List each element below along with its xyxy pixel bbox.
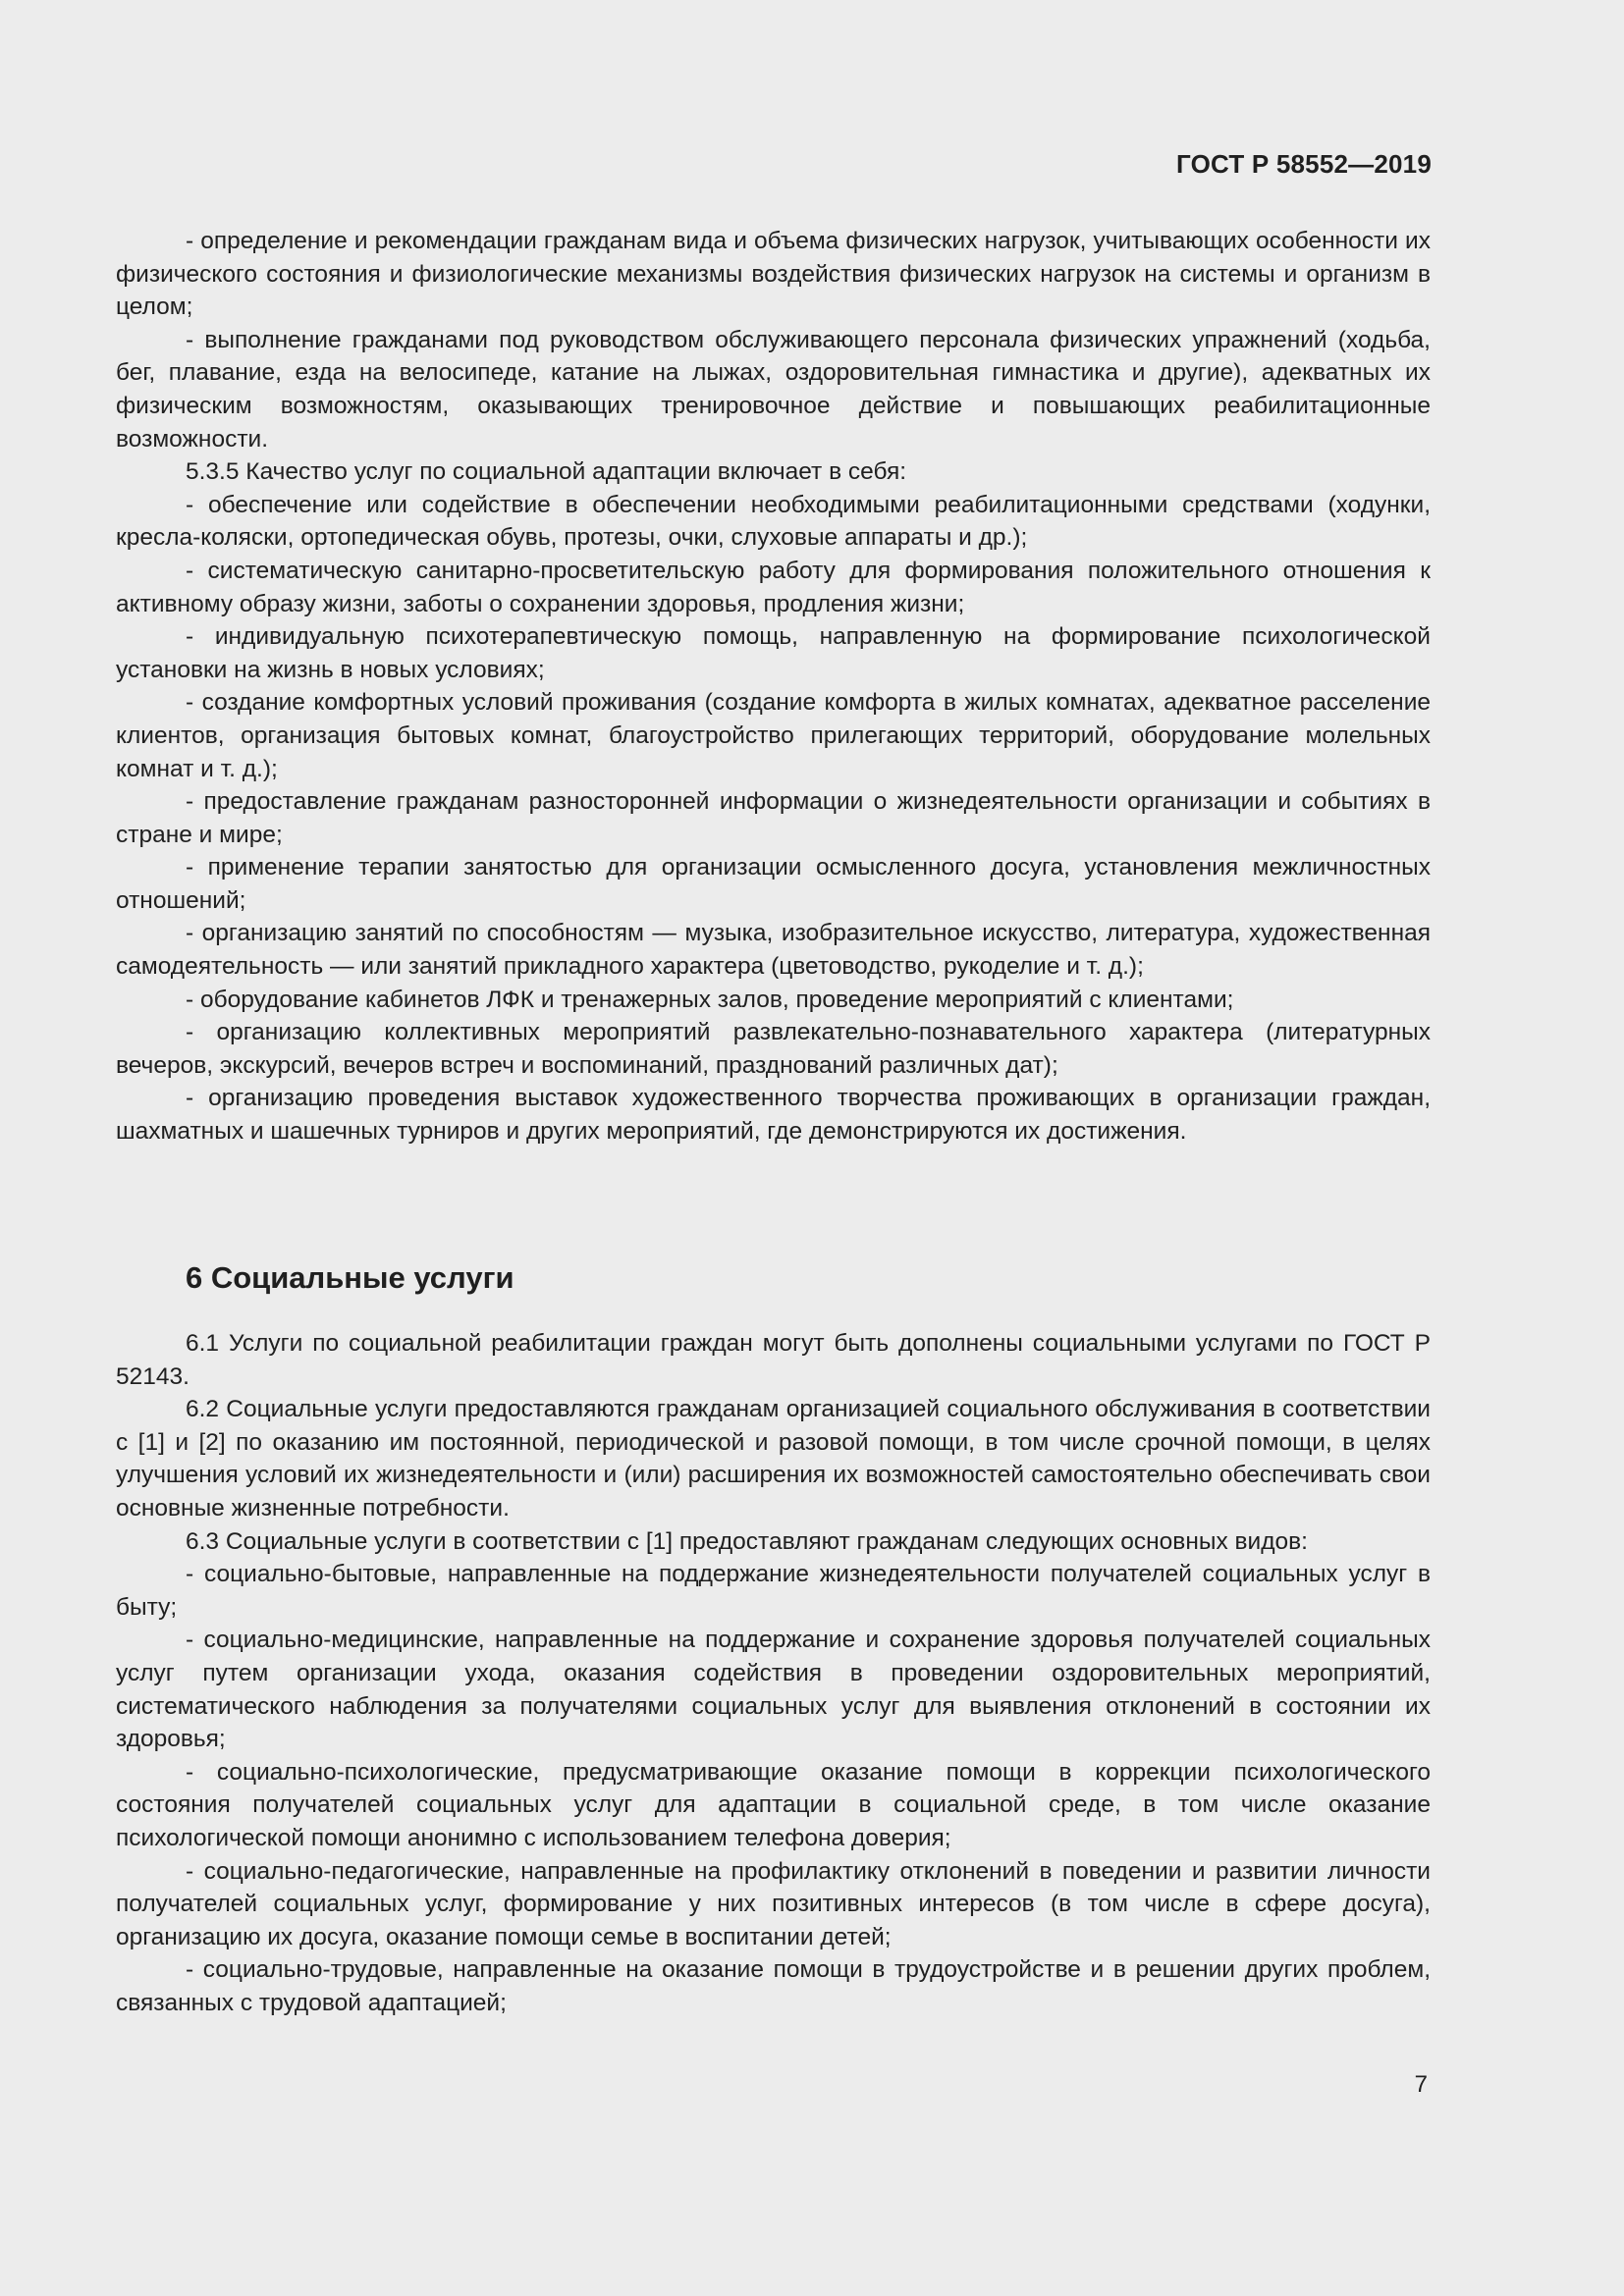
paragraph: - социально-трудовые, направленные на оказание помощи в трудоустройстве и в решении других проблем, связанных с трудовой адаптацией; bbox=[116, 1956, 1431, 2016]
paragraph: 6.3 Социальные услуги в соответствии с [1] предоставляют гражданам следующих основных видов: bbox=[186, 1527, 1308, 1555]
paragraph: - применение терапии занятостью для организации осмысленного досуга, установления межличностных отношений; bbox=[116, 854, 1431, 914]
paragraph: 6.1 Услуги по социальной реабилитации граждан могут быть дополнены социальными услугами по ГОСТ Р 52143. bbox=[116, 1330, 1431, 1390]
paragraph: - социально-психологические, предусматривающие оказание помощи в коррекции психологического состояния получателей социальных услуг для адаптации в социальной среде, в том числе оказание психологической помощи анонимно с использованием телефона доверия; bbox=[116, 1758, 1431, 1851]
paragraph: - организацию проведения выставок художественного творчества проживающих в организации граждан, шахматных и шашечных турниров и других мероприятий, где демонстрируются их достижения. bbox=[116, 1085, 1431, 1146]
paragraph: - организацию занятий по способностям — музыка, изобразительное искусство, литература, художественная самодеятельность — или занятий прикладного характера (цветоводство, рукоделие и т. д.); bbox=[116, 920, 1431, 981]
page-number: 7 bbox=[1414, 2071, 1428, 2098]
document-header-id: ГОСТ Р 58552—2019 bbox=[1176, 149, 1432, 179]
paragraph: - создание комфортных условий проживания (создание комфорта в жилых комнатах, адекватное расселение клиентов, организация бытовых комнат, благоустройство прилегающих территорий, оборудование молельных комнат и т. д.); bbox=[116, 689, 1431, 782]
paragraph: - организацию коллективных мероприятий развлекательно-познавательного характера (литературных вечеров, экскурсий, вечеров встреч и воспоминаний, празднований различных дат); bbox=[116, 1019, 1431, 1079]
paragraph: - выполнение гражданами под руководством обслуживающего персонала физических упражнений (ходьба, бег, плавание, езда на велосипеде, катание на лыжах, оздоровительная гимнастика и другие), адекватных их физическим возможностям, оказывающих тренировочное действие и повышающих реабилитационные возможности. bbox=[116, 326, 1431, 453]
paragraph: - социально-педагогические, направленные на профилактику отклонений в поведении и развитии личности получателей социальных услуг, формирование у них позитивных интересов (в том числе в сфере досуга), организацию их досуга, оказание помощи семье в воспитании детей; bbox=[116, 1857, 1431, 1950]
paragraph: 5.3.5 Качество услуг по социальной адаптации включает в себя: bbox=[186, 458, 907, 486]
paragraph: - обеспечение или содействие в обеспечении необходимыми реабилитационными средствами (ходунки, кресла-коляски, ортопедическая обувь, протезы, очки, слуховые аппараты и др.); bbox=[116, 491, 1431, 552]
paragraph: - индивидуальную психотерапевтическую помощь, направленную на формирование психологической установки на жизнь в новых условиях; bbox=[116, 623, 1431, 683]
paragraph: - определение и рекомендации гражданам вида и объема физических нагрузок, учитывающих особенности их физического состояния и физиологические механизмы воздействия физических нагрузок на системы и организм в целом; bbox=[116, 228, 1431, 321]
paragraph: - социально-бытовые, направленные на поддержание жизнедеятельности получателей социальных услуг в быту; bbox=[116, 1561, 1431, 1621]
paragraph: - оборудование кабинетов ЛФК и тренажерных залов, проведение мероприятий с клиентами; bbox=[186, 986, 1234, 1013]
paragraph: - социально-медицинские, направленные на поддержание и сохранение здоровья получателей социальных услуг путем организации ухода, оказания содействия в проведении оздоровительных мероприятий, систематического наблюдения за получателями социальных услуг для выявления отклонений в состоянии их здоровья; bbox=[116, 1627, 1431, 1753]
body-text-block-1 bbox=[116, 225, 1431, 1148]
paragraph: 6.2 Социальные услуги предоставляются гражданам организацией социального обслуживания в соответствии с [1] и [2] по оказанию им постоянной, периодической и разовой помощи, в том числе срочной помощи, в целях улучшения условий их жизнедеятельности и (или) расширения их возможностей самостоятельно обеспечивать свои основные жизненные потребности. bbox=[116, 1396, 1431, 1522]
paragraph: - систематическую санитарно-просветительскую работу для формирования положительного отношения к активному образу жизни, заботы о сохранении здоровья, продления жизни; bbox=[116, 557, 1431, 617]
paragraph: - предоставление гражданам разносторонней информации о жизнедеятельности организации и событиях в стране и мире; bbox=[116, 788, 1431, 848]
section-heading: 6 Социальные услуги bbox=[186, 1260, 514, 1295]
body-text-block-2 bbox=[116, 1327, 1431, 2019]
